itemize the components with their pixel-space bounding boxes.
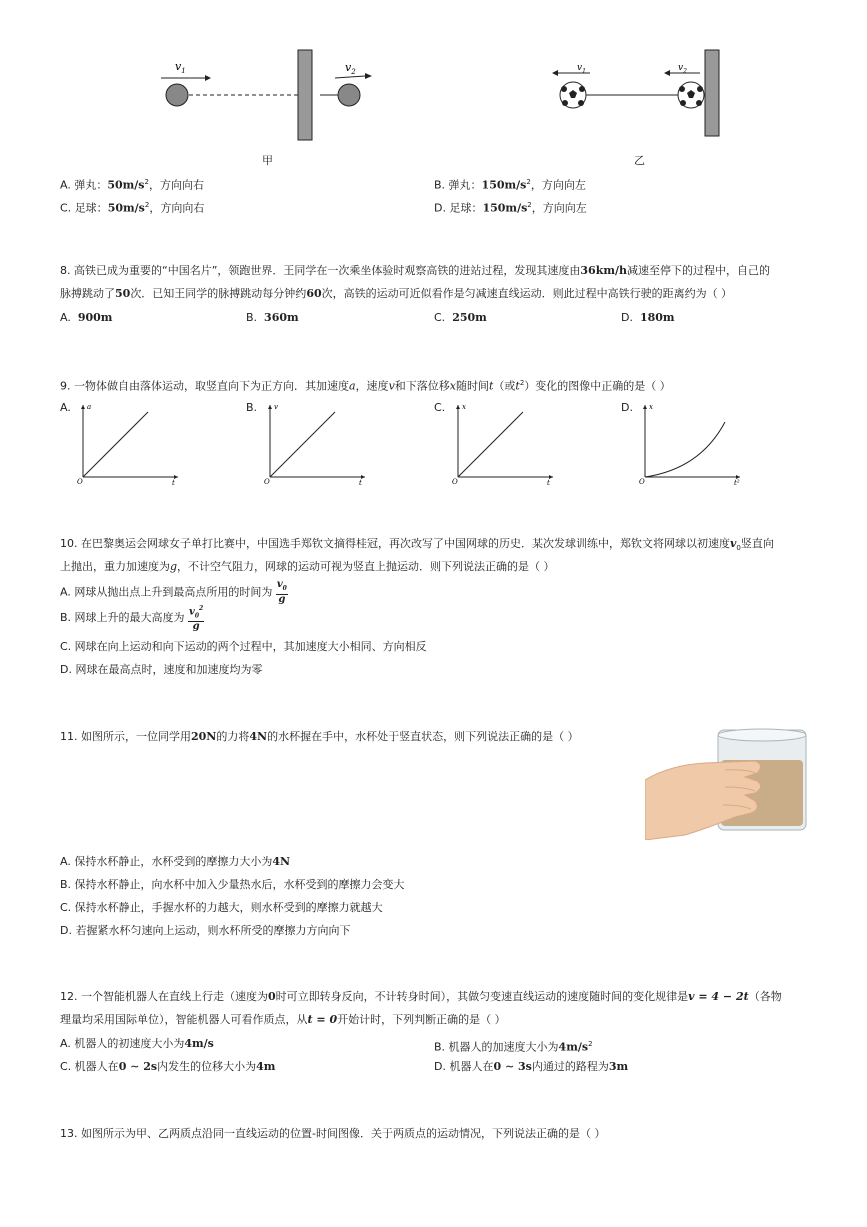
wall-yi: [705, 50, 719, 136]
caption-yi: 乙: [634, 154, 645, 167]
q12-option-b[interactable]: B. 机器人的加速度大小为$4m/s^2$: [434, 1040, 593, 1054]
q10-stem-line2: 上抛出，重力加速度为g，不计空气阻力，网球的运动可视为竖直上抛运动．则下列说法正确的是（ ）: [60, 560, 555, 573]
q9-option-d[interactable]: D.: [621, 401, 633, 414]
q9-option-b[interactable]: B.: [246, 401, 258, 414]
q11-option-a[interactable]: A. 保持水杯静止，水杯受到的摩擦力大小为4N: [60, 855, 291, 868]
caption-jia: 甲: [262, 154, 273, 167]
q9-graph-b-origin-label: O: [264, 478, 270, 486]
q9-graph-c-y-arrow: [456, 405, 460, 409]
v1-label-yi: $v_1$: [577, 63, 586, 75]
q8-option-c[interactable]: C. 250m: [434, 311, 487, 324]
hand-holding-glass-image: [645, 725, 810, 840]
q10-stem-line1: 10. 在巴黎奥运会网球女子单打比赛中，中国选手郑钦文摘得桂冠，再次改写了中国网球的历史．某次发球训练中，郑钦文将网球以初速度$v_0$竖直向: [60, 537, 774, 553]
q11-stem: 11. 如图所示，一位同学用20N的力将4N的水杯握在手中，水杯处于竖直状态，则下列说法正确的是（ ）: [60, 730, 579, 743]
bullet-before: [166, 84, 188, 106]
q9-graph-d-origin-label: O: [639, 478, 645, 486]
q10-a-fraction: $\frac{v_0}{g}$: [276, 579, 287, 605]
figure-jia: [155, 45, 385, 145]
q10-option-a[interactable]: A. 网球从抛出点上升到最高点所用的时间为 $\frac{v_0}{g}$: [60, 579, 287, 605]
q7-option-a[interactable]: A. 弹丸：$50m/s^2$，方向向右: [60, 178, 204, 192]
q10-option-b[interactable]: B. 网球上升的最大高度为 $\frac{v_0^2}{g}$: [60, 605, 204, 633]
q8-stem-line1: 8. 高铁已成为重要的“中国名片”，领跑世界．王同学在一次乘坐体验时观察高铁的进站过程，发现其速度由36km/h减速至停下的过程中，自己的: [60, 264, 770, 277]
q8-option-a[interactable]: A. 900m: [60, 311, 113, 324]
q9-graph-a-x-label: t: [172, 479, 175, 487]
q7-option-d[interactable]: D. 足球：$150m/s^2$，方向向左: [434, 201, 587, 215]
q9-graph-a-y-label: a: [87, 403, 92, 411]
q9-option-c[interactable]: C.: [434, 401, 446, 414]
q9-graph-b-line: [270, 412, 335, 477]
ball-wall-diagram: [550, 45, 730, 145]
q11-option-d[interactable]: D. 若握紧水杯匀速向上运动，则水杯所受的摩擦力方向向下: [60, 924, 351, 937]
q9-graphs: [0, 395, 867, 490]
q7-option-b[interactable]: B. 弹丸：$150m/s^2$，方向向左: [434, 178, 586, 192]
q9-graph-d-y-arrow: [643, 405, 647, 409]
q9-graph-a-line: [83, 412, 148, 477]
q12-stem-line2: 理量均采用国际单位），智能机器人可看作质点，从t = 0开始计时，下列判断正确的是（ ）: [60, 1013, 506, 1026]
q10-b-fraction: $\frac{v_0^2}{g}$: [189, 605, 204, 633]
q8-stem-line2: 脉搏跳动了50次．已知王同学的脉搏跳动每分钟约60次，高铁的运动可近似看作是匀减速直线运动．则此过程中高铁行驶的距离约为（ ）: [60, 287, 733, 300]
q10-option-d[interactable]: D. 网球在最高点时，速度和加速度均为零: [60, 663, 263, 676]
figure-yi: [550, 45, 730, 145]
football-left: [560, 82, 586, 108]
football-right: [678, 82, 704, 108]
q13-stem: 13. 如图所示为甲、乙两质点沿同一直线运动的位置-时间图像．关于两质点的运动情况，下列说法正确的是（ ）: [60, 1127, 606, 1140]
q9-graph-a-y-arrow: [81, 405, 85, 409]
q9-graph-b-x-label: t: [359, 479, 362, 487]
q12-stem-line1: 12. 一个智能机器人在直线上行走（速度为0时可立即转身反向，不计转身时间），其做匀变速直线运动的速度随时间的变化规律是v = 4 − 2t（各物: [60, 990, 782, 1003]
q9-graph-b-y-label: v: [274, 403, 278, 411]
bullet-wall-diagram: [155, 45, 385, 145]
bullet-after: [338, 84, 360, 106]
q9-graph-c-x-label: t: [547, 479, 550, 487]
q9-graph-d-y-label: x: [649, 403, 653, 411]
q9-graph-b-y-arrow: [268, 405, 272, 409]
v2-label-yi: $v_2$: [678, 63, 687, 75]
q12-option-d[interactable]: D. 机器人在0 ∼ 3s内通过的路程为3m: [434, 1060, 629, 1073]
wall: [298, 50, 312, 140]
q12-option-c[interactable]: C. 机器人在0 ∼ 2s内发生的位移大小为4m: [60, 1060, 276, 1073]
q8-option-b[interactable]: B. 360m: [246, 311, 299, 324]
q9-graph-d-x-label: t²: [734, 479, 740, 487]
q11-option-c[interactable]: C. 保持水杯静止，手握水杯的力越大，则水杯受到的摩擦力就越大: [60, 901, 383, 914]
q11-option-b[interactable]: B. 保持水杯静止，向水杯中加入少量热水后，水杯受到的摩擦力会变大: [60, 878, 405, 891]
q12-option-a[interactable]: A. 机器人的初速度大小为4m/s: [60, 1037, 214, 1050]
q9-graph-c-line: [458, 412, 523, 477]
q9-option-a[interactable]: A.: [60, 401, 71, 414]
q9-stem: 9. 一物体做自由落体运动，取竖直向下为正方向．其加速度a，速度v和下落位移x随时间t（或$t^2$）变化的图像中正确的是（ ）: [60, 379, 671, 393]
q10-option-c[interactable]: C. 网球在向上运动和向下运动的两个过程中，其加速度大小相同、方向相反: [60, 640, 427, 653]
v2-label: $v_2$: [345, 61, 356, 76]
q9-graph-c-y-label: x: [462, 403, 466, 411]
q8-option-d[interactable]: D. 180m: [621, 311, 675, 324]
q9-graph-d-curve: [645, 422, 725, 477]
q9-graph-c-origin-label: O: [452, 478, 458, 486]
q7-option-c[interactable]: C. 足球：$50m/s^2$，方向向右: [60, 201, 205, 215]
q9-graph-a-origin-label: O: [77, 478, 83, 486]
v1-label: $v_1$: [175, 60, 186, 75]
